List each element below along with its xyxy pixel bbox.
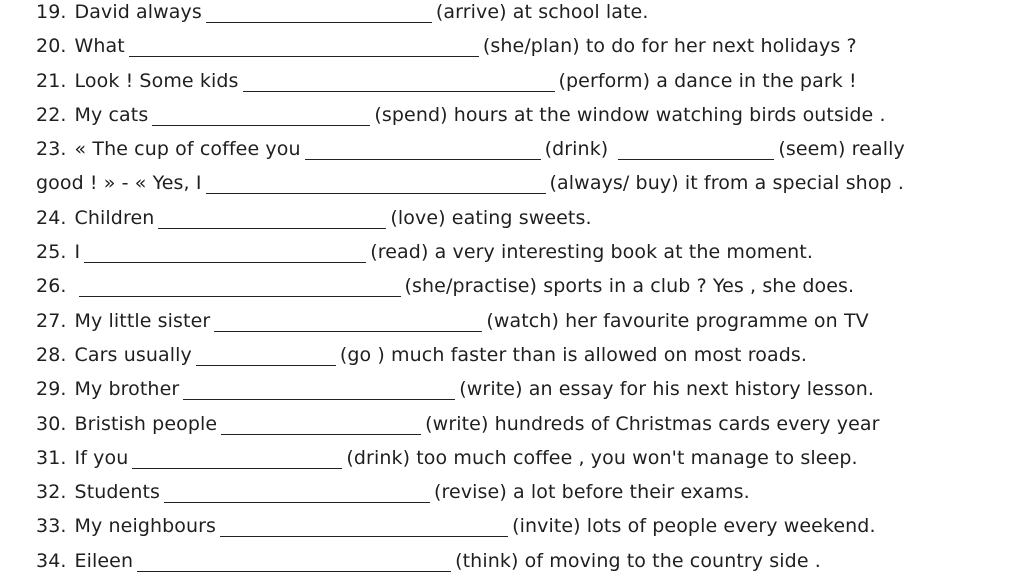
answer-blank[interactable] bbox=[196, 347, 336, 366]
item-prompt: My neighbours bbox=[74, 515, 217, 538]
answer-blank[interactable] bbox=[132, 450, 342, 469]
answer-blank[interactable] bbox=[221, 416, 421, 435]
exercise-line bbox=[36, 337, 1024, 371]
verb-hint: (invite) lots of people every weekend. bbox=[512, 515, 876, 538]
item-prompt: Cars usually bbox=[74, 343, 192, 366]
verb-hint: (go ) much faster than is allowed on most roads. bbox=[339, 343, 807, 366]
answer-blank[interactable] bbox=[220, 518, 508, 537]
verb-hint: (drink) too much coffee , you won't manage to sleep. bbox=[346, 446, 858, 469]
exercise-line bbox=[36, 268, 1024, 302]
answer-blank[interactable] bbox=[206, 4, 432, 23]
exercise-line bbox=[36, 302, 1024, 336]
item-number: 22. bbox=[36, 103, 67, 126]
item-prompt: Children bbox=[74, 206, 155, 229]
exercise-line bbox=[36, 440, 1024, 474]
exercise-line bbox=[36, 165, 1024, 199]
verb-hint: (revise) a lot before their exams. bbox=[434, 481, 750, 504]
verb-hint: (arrive) at school late. bbox=[435, 1, 649, 23]
exercise-line bbox=[36, 474, 1024, 508]
exercise-line bbox=[36, 62, 1024, 96]
answer-blank[interactable] bbox=[164, 484, 430, 503]
item-number: 31. bbox=[36, 446, 67, 469]
item-prompt: My little sister bbox=[74, 309, 211, 332]
verb-hint: (seem) really bbox=[778, 138, 905, 161]
exercise-line bbox=[36, 28, 1024, 62]
item-prompt: My cats bbox=[74, 103, 149, 126]
answer-blank[interactable] bbox=[183, 381, 455, 400]
verb-hint: (read) a very interesting book at the moment. bbox=[370, 241, 813, 264]
exercise-line bbox=[36, 508, 1024, 542]
answer-blank[interactable] bbox=[137, 553, 451, 572]
verb-hint: (spend) hours at the window watching birds outside . bbox=[374, 103, 886, 126]
answer-blank[interactable] bbox=[206, 175, 546, 194]
item-prompt: Students bbox=[74, 481, 161, 504]
item-number: 26. bbox=[36, 275, 67, 298]
item-number: 32. bbox=[36, 481, 67, 504]
item-number: 23. bbox=[36, 138, 67, 161]
exercise-line bbox=[36, 0, 1024, 28]
answer-blank[interactable] bbox=[214, 313, 482, 332]
item-number: 28. bbox=[36, 343, 67, 366]
item-number: 29. bbox=[36, 378, 67, 401]
verb-hint: (she/practise) sports in a club ? Yes , she does. bbox=[404, 275, 855, 298]
item-number: 19. bbox=[36, 1, 67, 23]
exercise-line bbox=[36, 371, 1024, 405]
item-prompt: Bristish people bbox=[74, 412, 218, 435]
item-number: 27. bbox=[36, 309, 67, 332]
item-number: 25. bbox=[36, 241, 67, 264]
exercise-line bbox=[36, 542, 1024, 576]
answer-blank[interactable] bbox=[305, 141, 541, 160]
answer-blank[interactable] bbox=[129, 38, 479, 57]
answer-blank[interactable] bbox=[84, 244, 366, 263]
item-prompt: Look ! Some kids bbox=[74, 69, 239, 92]
exercise-line bbox=[36, 131, 1024, 165]
item-prompt: I bbox=[74, 241, 81, 264]
item-prompt: Eileen bbox=[74, 549, 134, 572]
item-number: 34. bbox=[36, 549, 67, 572]
verb-hint: (love) eating sweets. bbox=[390, 206, 592, 229]
verb-hint: (write) an essay for his next history lesson. bbox=[459, 378, 874, 401]
answer-blank[interactable] bbox=[618, 141, 774, 160]
item-number: 24. bbox=[36, 206, 67, 229]
exercise-line bbox=[36, 405, 1024, 439]
verb-hint: (watch) her favourite programme on TV bbox=[486, 309, 869, 332]
answer-blank[interactable] bbox=[243, 73, 555, 92]
answer-blank[interactable] bbox=[152, 107, 370, 126]
verb-hint: (she/plan) to do for her next holidays ? bbox=[482, 35, 857, 58]
item-prompt: What bbox=[74, 35, 125, 58]
item-prompt: good ! » - « Yes, I bbox=[36, 172, 202, 195]
verb-hint: (drink) bbox=[544, 138, 609, 161]
answer-blank[interactable] bbox=[79, 278, 401, 297]
verb-hint: (write) hundreds of Christmas cards every year bbox=[425, 412, 880, 435]
item-prompt: David always bbox=[74, 1, 202, 23]
item-number: 30. bbox=[36, 412, 67, 435]
item-prompt: « The cup of coffee you bbox=[74, 138, 301, 161]
answer-blank[interactable] bbox=[158, 210, 386, 229]
exercise-line bbox=[36, 234, 1024, 268]
item-number: 33. bbox=[36, 515, 67, 538]
exercise-line bbox=[36, 97, 1024, 131]
exercise-line bbox=[36, 199, 1024, 233]
verb-hint: (perform) a dance in the park ! bbox=[558, 69, 857, 92]
item-prompt: If you bbox=[74, 446, 129, 469]
item-prompt: My brother bbox=[74, 378, 180, 401]
verb-hint: (always/ buy) it from a special shop . bbox=[549, 172, 904, 195]
item-number: 21. bbox=[36, 69, 67, 92]
verb-hint: (think) of moving to the country side . bbox=[455, 549, 821, 572]
item-number: 20. bbox=[36, 35, 67, 58]
